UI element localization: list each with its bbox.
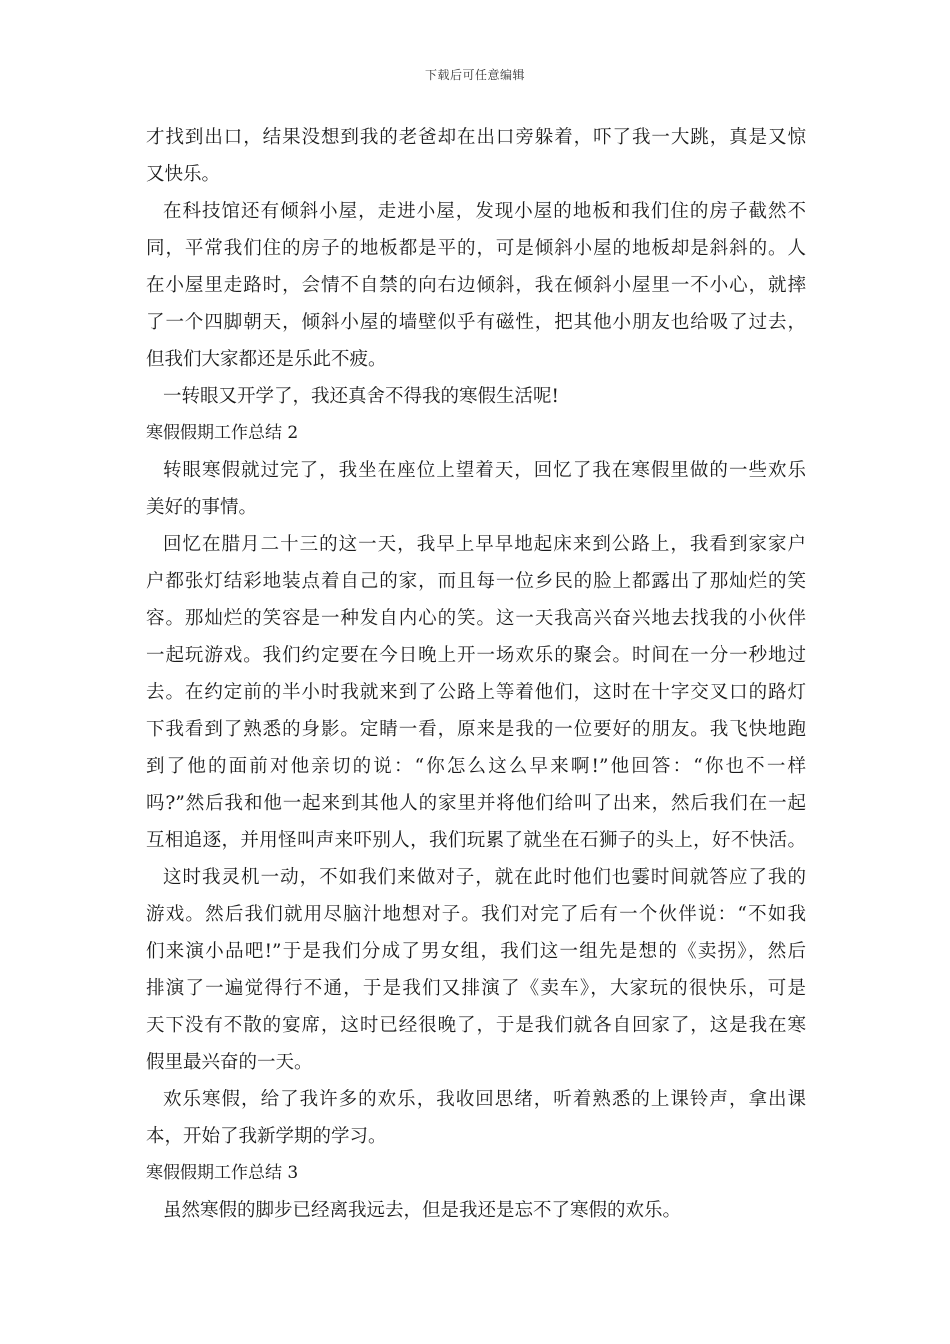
text-line: 一起玩游戏。我们约定要在今日晚上开一场欢乐的聚会。时间在一分一秒地过 bbox=[146, 645, 806, 666]
document-body bbox=[146, 119, 806, 1229]
text-line: 下我看到了熟悉的身影。定睛一看，原来是我的一位要好的朋友。我飞快地跑 bbox=[146, 719, 806, 740]
text-line: 游戏。然后我们就用尽脑汁地想对子。我们对完了后有一个伙伴说：“不如我 bbox=[146, 904, 806, 925]
text-line: 了一个四脚朝天，倾斜小屋的墙壁似乎有磁性，把其他小朋友也给吸了过去， bbox=[146, 312, 806, 333]
text-line: 欢乐寒假，给了我许多的欢乐，我收回思绪，听着熟悉的上课铃声，拿出课 bbox=[163, 1089, 806, 1110]
text-line: 在科技馆还有倾斜小屋，走进小屋，发现小屋的地板和我们住的房子截然不 bbox=[163, 201, 806, 222]
text-line: 这时我灵机一动，不如我们来做对子，就在此时他们也霎时间就答应了我的 bbox=[163, 867, 806, 888]
text-line: 同，平常我们住的房子的地板都是平的，可是倾斜小屋的地板却是斜斜的。人 bbox=[146, 238, 806, 259]
text-line: 们来演小品吧!”于是我们分成了男女组，我们这一组先是想的《卖拐》，然后 bbox=[146, 941, 806, 962]
text-line: 到了他的面前对他亲切的说：“你怎么这么早来啊!”他回答：“你也不一样 bbox=[146, 756, 806, 777]
text-line: 本，开始了我新学期的学习。 bbox=[146, 1126, 387, 1147]
text-line: 去。在约定前的半小时我就来到了公路上等着他们，这时在十字交叉口的路灯 bbox=[146, 682, 806, 703]
text-line: 在小屋里走路时，会情不自禁的向右边倾斜，我在倾斜小屋里一不小心，就摔 bbox=[146, 275, 806, 296]
text-line: 假里最兴奋的一天。 bbox=[146, 1052, 313, 1073]
section-heading: 寒假假期工作总结 2 bbox=[146, 423, 299, 443]
text-line: 虽然寒假的脚步已经离我远去，但是我还是忘不了寒假的欢乐。 bbox=[163, 1200, 682, 1221]
page-header: 下载后可任意编辑 bbox=[424, 68, 525, 82]
text-line: 一转眼又开学了，我还真舍不得我的寒假生活呢! bbox=[163, 386, 559, 407]
text-line: 户都张灯结彩地装点着自己的家，而且每一位乡民的脸上都露出了那灿烂的笑 bbox=[146, 571, 806, 592]
text-line: 但我们大家都还是乐此不疲。 bbox=[146, 349, 387, 370]
text-line: 吗?”然后我和他一起来到其他人的家里并将他们给叫了出来，然后我们在一起 bbox=[146, 793, 806, 814]
section-heading: 寒假假期工作总结 3 bbox=[146, 1163, 299, 1183]
text-line: 又快乐。 bbox=[146, 164, 221, 185]
text-line: 互相追逐，并用怪叫声来吓别人，我们玩累了就坐在石狮子的头上，好不快活。 bbox=[146, 830, 806, 851]
text-line: 回忆在腊月二十三的这一天，我早上早早地起床来到公路上，我看到家家户 bbox=[163, 534, 806, 555]
text-line: 美好的事情。 bbox=[146, 497, 258, 518]
text-line: 容。那灿烂的笑容是一种发自内心的笑。这一天我高兴奋兴地去找我的小伙伴 bbox=[146, 608, 806, 629]
text-line: 排演了一遍觉得行不通，于是我们又排演了《卖车》，大家玩的很快乐，可是 bbox=[146, 978, 806, 999]
text-line: 天下没有不散的宴席，这时已经很晚了，于是我们就各自回家了，这是我在寒 bbox=[146, 1015, 806, 1036]
text-line: 转眼寒假就过完了，我坐在座位上望着天，回忆了我在寒假里做的一些欢乐 bbox=[163, 460, 806, 481]
text-line: 才找到出口，结果没想到我的老爸却在出口旁躲着，吓了我一大跳，真是又惊 bbox=[146, 127, 806, 148]
